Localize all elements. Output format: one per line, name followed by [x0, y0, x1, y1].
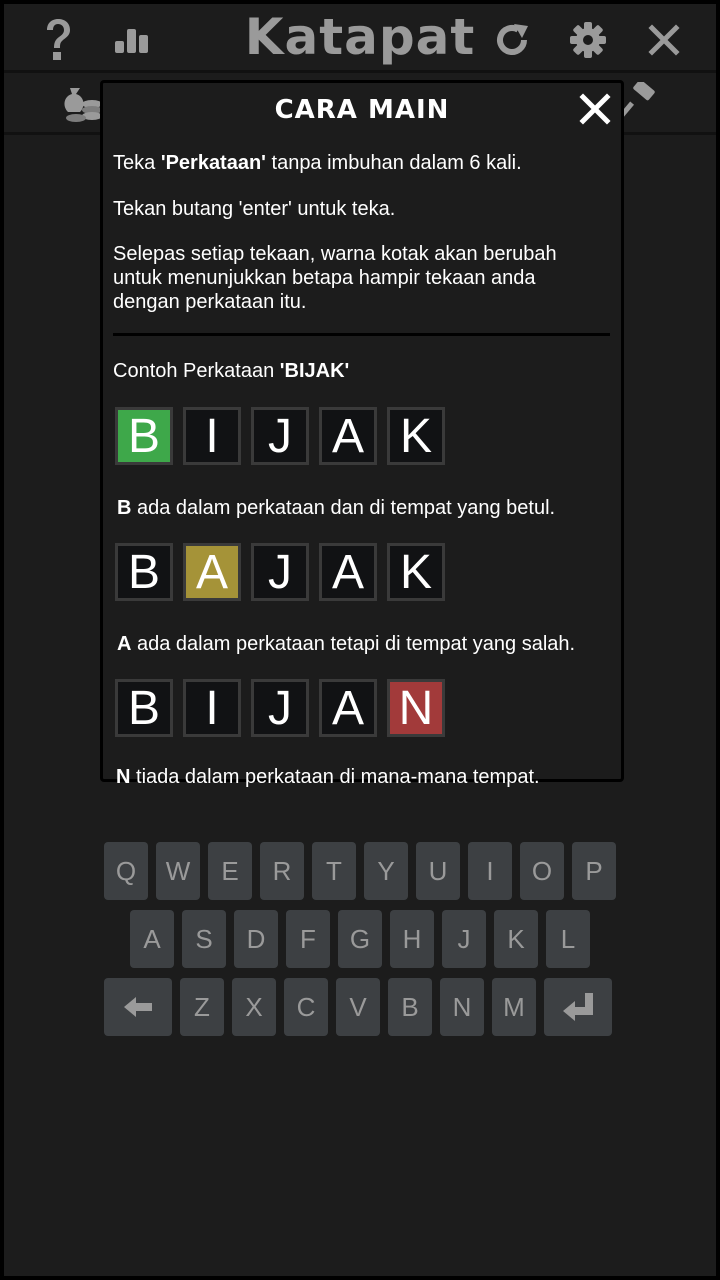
letter-tile: A: [319, 407, 377, 465]
color-instruction: Selepas setiap tekaan, warna kotak akan berubah untuk menunjukkan betapa hampir tekaan anda dengan perkataan itu.: [113, 243, 557, 313]
letter-tile: K: [387, 543, 445, 601]
letter-tile: J: [251, 543, 309, 601]
settings-icon[interactable]: [564, 16, 612, 64]
backspace-key[interactable]: [104, 978, 172, 1036]
explanation-text: ada dalam perkataan tetapi di tempat yang salah.: [131, 633, 576, 655]
enter-return-icon: [561, 991, 595, 1023]
explanation-letter: A: [117, 633, 132, 655]
key-i[interactable]: I: [468, 842, 512, 900]
letter-tile-present: A: [183, 543, 241, 601]
letter-tile: J: [251, 407, 309, 465]
letter-tile-correct: B: [115, 407, 173, 465]
letter-tile: A: [319, 679, 377, 737]
key-v[interactable]: V: [336, 978, 380, 1036]
letter-tile: A: [319, 543, 377, 601]
letter-tile: B: [115, 679, 173, 737]
top-bar: [4, 4, 716, 73]
refresh-icon[interactable]: [488, 16, 536, 64]
letter-tile: K: [387, 407, 445, 465]
keyboard-row-1: [104, 842, 624, 900]
key-w[interactable]: W: [156, 842, 200, 900]
letter-tile: J: [251, 679, 309, 737]
intro-text: [113, 151, 603, 175]
letter-tile-absent: N: [387, 679, 445, 737]
enter-key[interactable]: [544, 978, 612, 1036]
key-j[interactable]: J: [442, 910, 486, 968]
example-row-3: [115, 679, 455, 737]
key-k[interactable]: K: [494, 910, 538, 968]
letter-tile: B: [115, 543, 173, 601]
key-o[interactable]: O: [520, 842, 564, 900]
intro-prefix: Teka: [113, 152, 161, 174]
app-frame: [4, 4, 716, 1276]
keyboard-row-3: [104, 978, 620, 1036]
how-to-play-modal: [100, 80, 624, 782]
key-f[interactable]: F: [286, 910, 330, 968]
key-n[interactable]: N: [440, 978, 484, 1036]
key-m[interactable]: M: [492, 978, 536, 1036]
letter-tile: I: [183, 407, 241, 465]
key-e[interactable]: E: [208, 842, 252, 900]
explanation-letter: B: [117, 497, 132, 519]
explanation-letter: N: [116, 766, 131, 788]
example-row-1: [115, 407, 455, 465]
intro-bold: 'Perkataan': [160, 152, 266, 174]
example-heading: [113, 359, 603, 383]
example-prefix: Contoh Perkataan: [113, 360, 280, 382]
key-s[interactable]: S: [182, 910, 226, 968]
backspace-arrow-icon: [122, 996, 154, 1018]
key-h[interactable]: H: [390, 910, 434, 968]
app-title: Katapat: [244, 8, 476, 66]
example-explanation-2: [117, 633, 575, 656]
key-d[interactable]: D: [234, 910, 278, 968]
key-z[interactable]: Z: [180, 978, 224, 1036]
keyboard-row-2: [130, 910, 598, 968]
key-g[interactable]: G: [338, 910, 382, 968]
key-y[interactable]: Y: [364, 842, 408, 900]
key-p[interactable]: P: [572, 842, 616, 900]
divider: [113, 333, 610, 336]
example-row-2: [115, 543, 455, 601]
example-word: 'BIJAK': [279, 360, 350, 382]
close-icon[interactable]: [640, 16, 688, 64]
close-modal-icon[interactable]: [577, 91, 613, 127]
key-l[interactable]: L: [546, 910, 590, 968]
example-explanation-3: [116, 766, 540, 789]
example-explanation-1: [117, 497, 555, 520]
letter-tile: I: [183, 679, 241, 737]
key-c[interactable]: C: [284, 978, 328, 1036]
key-b[interactable]: B: [388, 978, 432, 1036]
enter-instruction: Tekan butang 'enter' untuk teka.: [113, 198, 396, 220]
modal-title: CARA MAIN: [274, 95, 450, 125]
explanation-text: ada dalam perkataan dan di tempat yang betul.: [131, 497, 556, 519]
key-t[interactable]: T: [312, 842, 356, 900]
key-u[interactable]: U: [416, 842, 460, 900]
key-a[interactable]: A: [130, 910, 174, 968]
intro-suffix: tanpa imbuhan dalam 6 kali.: [265, 152, 522, 174]
key-x[interactable]: X: [232, 978, 276, 1036]
explanation-text: tiada dalam perkataan di mana-mana tempat.: [130, 766, 540, 788]
key-q[interactable]: Q: [104, 842, 148, 900]
key-r[interactable]: R: [260, 842, 304, 900]
